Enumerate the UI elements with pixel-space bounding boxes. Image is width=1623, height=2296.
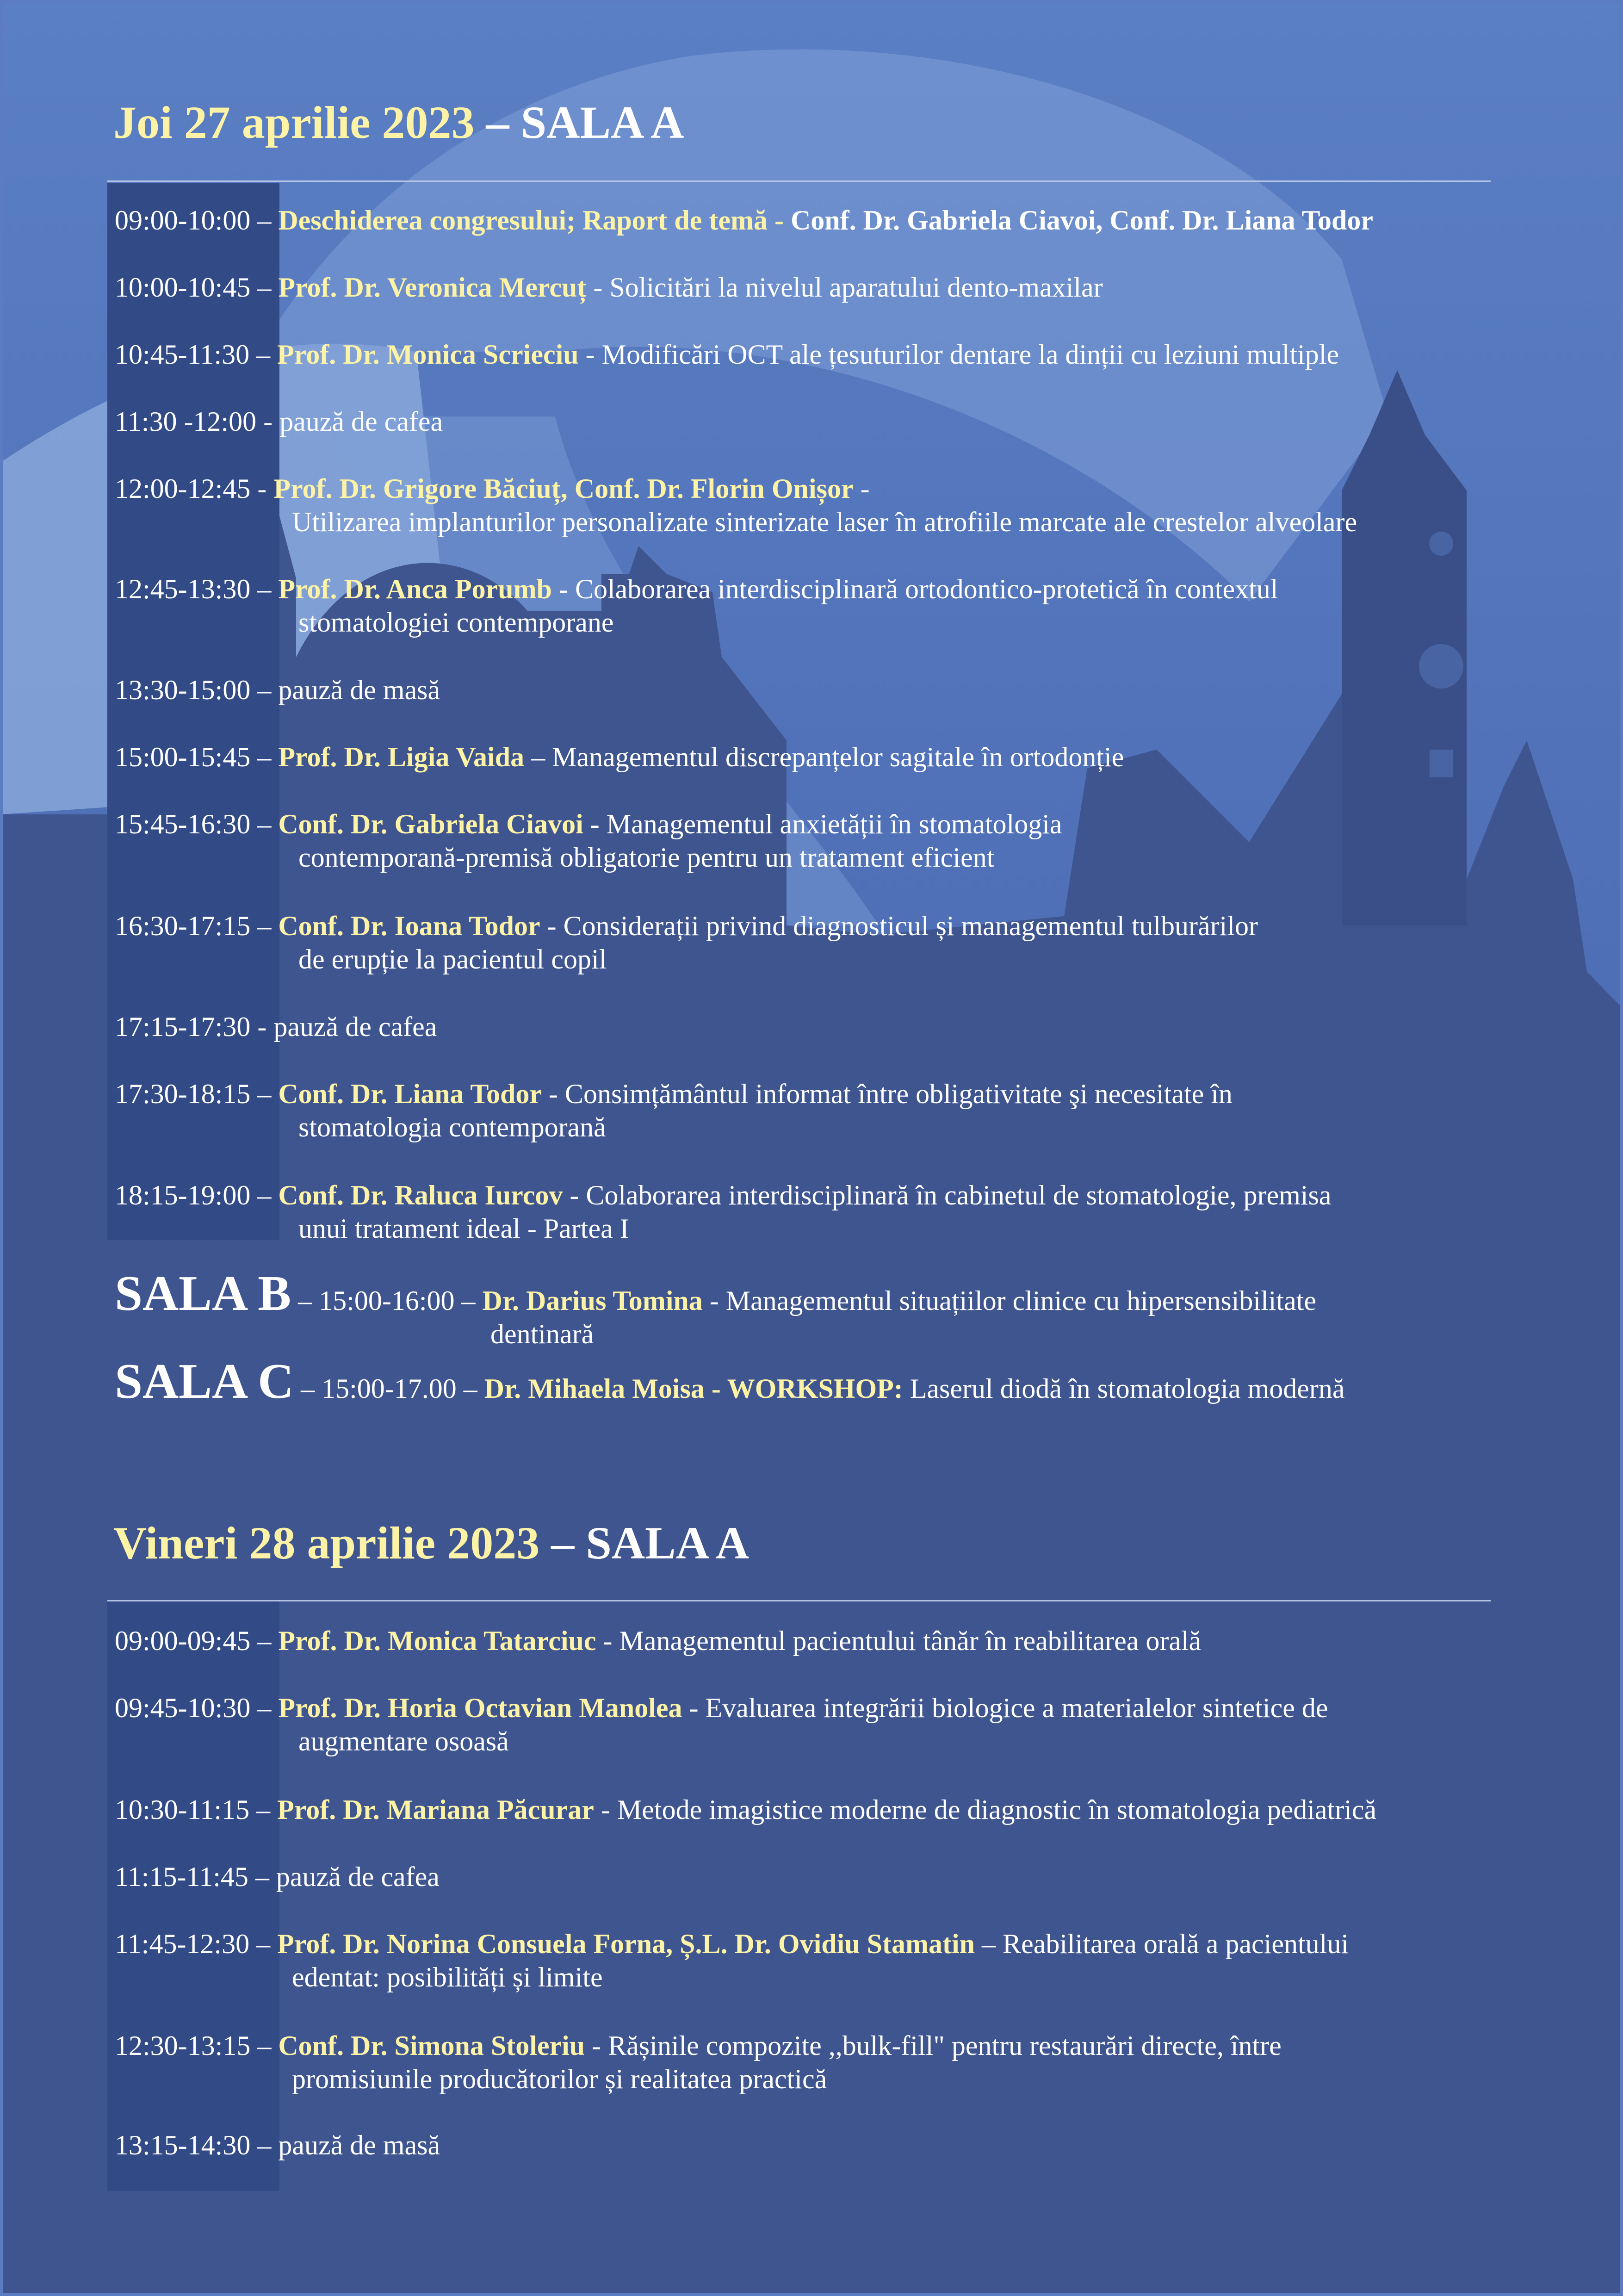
day2-session-3: 10:30-11:15 – Prof. Dr. Mariana Păcurar - Metode imagistice moderne de diagnostic în stomatologia pediatrică xyxy=(115,1794,1377,1825)
day1-session-4: 12:00-12:45 - Prof. Dr. Grigore Băciuț, Conf. Dr. Florin Onișor - Utilizarea implanturilor personalizate sinterizate laser în atrofiile marcate ale crestelor alveolare xyxy=(115,472,1357,539)
day1-sala: SALA A xyxy=(520,97,684,148)
session-speaker: Prof. Dr. Monica Scrieciu xyxy=(277,339,579,370)
day1-session-7: 15:45-16:30 – Conf. Dr. Gabriela Ciavoi - Managementul anxietății în stomatologia contemporană-premisă obligatorie pentru un tratament eficient xyxy=(115,807,1062,874)
day2-break-1: 11:15-11:45 – pauză de cafea xyxy=(115,1862,440,1892)
session-time: 17:15-17:30 xyxy=(115,1011,251,1042)
session-speaker: Conf. Dr. Gabriela Ciavoi xyxy=(278,809,583,839)
day1-break-3: 17:15-17:30 - pauză de cafea xyxy=(115,1011,437,1042)
day1-session-10: 18:15-19:00 – Conf. Dr. Raluca Iurcov - Colaborarea interdisciplinară în cabinetul de stomatologie, premisa unui tratament ideal - Partea I xyxy=(115,1179,1331,1245)
break-label: pauză de cafea xyxy=(273,1011,437,1042)
session-topic: - Modificări OCT ale țesuturilor dentare la dinții cu leziuni multiple xyxy=(578,339,1339,370)
session-speaker: Conf. Dr. Ioana Todor xyxy=(278,911,540,941)
day2-session-4: 11:45-12:30 – Prof. Dr. Norina Consuela Forna, Ș.L. Dr. Ovidiu Stamatin – Reabilitarea orală a pacientului edentat: posibilități și limite xyxy=(115,1927,1349,1994)
day1-date: Joi 27 aprilie 2023 xyxy=(113,97,475,148)
session-topic: - Managementul anxietății în stomatologia xyxy=(583,809,1062,839)
day1-break-2: 13:30-15:00 – pauză de masă xyxy=(115,675,440,705)
session-topic: - Colaborarea interdisciplinară în cabinetul de stomatologie, premisa xyxy=(563,1180,1332,1210)
day1-session-2: 10:00-10:45 – Prof. Dr. Veronica Mercuț - Solicitări la nivelul aparatului dento-maxilar xyxy=(115,272,1103,303)
day2-break-2: 13:15-14:30 – pauză de masă xyxy=(115,2130,440,2160)
session-speaker: Conf. Dr. Liana Todor xyxy=(278,1079,542,1109)
session-time: 15:45-16:30 xyxy=(115,809,251,839)
day1-session-5: 12:45-13:30 – Prof. Dr. Anca Porumb - Colaborarea interdisciplinară ortodontico-protetică în contextul stomatologiei contemporane xyxy=(115,572,1278,639)
session-time: 12:45-13:30 xyxy=(115,574,251,604)
session-speaker: Dr. Darius Tomina xyxy=(482,1285,703,1316)
session-time: 17:30-18:15 xyxy=(115,1079,251,1109)
session-topic: - Considerații privind diagnosticul și managementul tulburărilor xyxy=(540,911,1258,941)
session-time: 11:30 -12:00 xyxy=(115,406,257,437)
break-label: pauză de masă xyxy=(278,675,440,705)
session-topic: - Solicitări la nivelul aparatului dento-maxilar xyxy=(586,272,1103,303)
session-speaker: Dr. Mihaela Moisa - WORKSHOP: xyxy=(484,1373,903,1404)
session-time: 16:30-17:15 xyxy=(115,911,251,941)
session-time: 15:00-15:45 xyxy=(115,742,251,772)
session-topic: - Consimțământul informat între obligativitate şi necesitate în xyxy=(541,1079,1233,1109)
session-time: 09:45-10:30 xyxy=(115,1693,251,1723)
time-column-day2 xyxy=(107,1601,279,2191)
session-topic: – Reabilitarea orală a pacientului xyxy=(975,1929,1349,1959)
day1-session-8: 16:30-17:15 – Conf. Dr. Ioana Todor - Considerații privind diagnosticul și managementul tulburărilor de erupție la pacientul copil xyxy=(115,909,1258,976)
session-topic-cont: stomatologiei contemporane xyxy=(298,607,614,638)
session-speaker: Prof. Dr. Norina Consuela Forna, Ș.L. Dr. Ovidiu Stamatin xyxy=(277,1929,975,1959)
day2-session-1: 09:00-09:45 – Prof. Dr. Monica Tatarciuc - Managementul pacientului tânăr în reabilitarea orală xyxy=(115,1626,1202,1656)
session-time: 11:15-11:45 xyxy=(115,1862,248,1892)
session-speaker: Prof. Dr. Horia Octavian Manolea xyxy=(278,1693,682,1723)
break-label: pauză de cafea xyxy=(279,406,443,437)
day2-date: Vineri 28 aprilie 2023 xyxy=(113,1517,540,1569)
day1-title: Joi 27 aprilie 2023 – SALA A xyxy=(113,97,684,148)
day1-session-3: 10:45-11:30 – Prof. Dr. Monica Scrieciu - Modificări OCT ale țesuturilor dentare la dinții cu leziuni multiple xyxy=(115,339,1339,370)
session-time: 12:00-12:45 xyxy=(115,473,251,504)
session-speaker: Prof. Dr. Veronica Mercuț xyxy=(278,272,587,303)
day2-session-2: 09:45-10:30 – Prof. Dr. Horia Octavian Manolea - Evaluarea integrării biologice a materialelor sintetice de augmentare osoasă xyxy=(115,1691,1328,1758)
day1-break-1: 11:30 -12:00 - pauză de cafea xyxy=(115,406,443,437)
session-time: 18:15-19:00 xyxy=(115,1180,251,1210)
session-topic: - Evaluarea integrării biologice a materialelor sintetice de xyxy=(682,1693,1328,1723)
session-topic: - Rășinile compozite ,,bulk-fill" pentru restaurări directe, între xyxy=(585,2030,1282,2061)
session-title: Deschiderea congresului; Raport de temă - xyxy=(278,205,784,236)
session-speaker: Prof. Dr. Anca Porumb xyxy=(278,574,552,604)
session-time: 10:45-11:30 xyxy=(115,339,250,370)
sala-c-session: SALA C – 15:00-17.00 – Dr. Mihaela Moisa - WORKSHOP: Laserul diodă în stomatologia modernă xyxy=(115,1354,1345,1409)
session-topic: – Managementul discrepanțelor sagitale în ortodonție xyxy=(524,742,1124,772)
session-speaker: Prof. Dr. Monica Tatarciuc xyxy=(278,1626,596,1656)
session-topic-cont: promisiunile producătorilor și realitatea practică xyxy=(292,2064,827,2094)
session-time: 15:00-17.00 xyxy=(322,1373,457,1404)
sala-b-session: SALA B – 15:00-16:00 – Dr. Darius Tomina - Managementul situațiilor clinice cu hipersensibilitate dentinară xyxy=(115,1277,1316,1351)
break-label: pauză de cafea xyxy=(276,1862,440,1892)
session-time: 13:15-14:30 xyxy=(115,2130,251,2160)
day2-session-5: 12:30-13:15 – Conf. Dr. Simona Stoleriu - Rășinile compozite ,,bulk-fill" pentru restaurări directe, între promisiunile producătorilor și realitatea practică xyxy=(115,2029,1282,2096)
day2-separator xyxy=(107,1600,1491,1601)
session-topic: - Managementul situațiilor clinice cu hipersensibilitate xyxy=(702,1285,1317,1316)
session-time: 10:00-10:45 xyxy=(115,272,251,303)
session-topic: Utilizarea implanturilor personalizate sinterizate laser în atrofiile marcate ale crestelor alveolare xyxy=(292,507,1357,537)
session-speaker: Conf. Dr. Simona Stoleriu xyxy=(278,2030,585,2061)
day1-session-1: 09:00-10:00 – Deschiderea congresului; Raport de temă - Conf. Dr. Gabriela Ciavoi, Conf. Dr. Liana Todor xyxy=(115,205,1374,236)
break-label: pauză de masă xyxy=(278,2130,440,2160)
session-time: 09:00-10:00 xyxy=(115,205,251,236)
day1-session-9: 17:30-18:15 – Conf. Dr. Liana Todor - Consimțământul informat între obligativitate şi necesitate în stomatologia contemporană xyxy=(115,1077,1233,1144)
session-topic-cont: edentat: posibilități și limite xyxy=(292,1962,603,1992)
day1-session-6: 15:00-15:45 – Prof. Dr. Ligia Vaida – Managementul discrepanțelor sagitale în ortodonție xyxy=(115,742,1124,772)
day2-sala: SALA A xyxy=(586,1517,750,1569)
session-time: 10:30-11:15 xyxy=(115,1794,250,1825)
session-topic-cont: de erupție la pacientul copil xyxy=(298,944,607,974)
session-speakers: Conf. Dr. Gabriela Ciavoi, Conf. Dr. Liana Todor xyxy=(783,205,1374,236)
sala-c-label: SALA C xyxy=(115,1354,294,1409)
session-topic: - Colaborarea interdisciplinară ortodontico-protetică în contextul xyxy=(551,574,1278,604)
session-topic: - Metode imagistice moderne de diagnostic în stomatologia pediatrică xyxy=(594,1794,1377,1825)
day1-separator xyxy=(107,180,1491,182)
session-speaker: Prof. Dr. Grigore Băciuț, Conf. Dr. Florin Onișor xyxy=(273,473,854,504)
session-topic: Laserul diodă în stomatologia modernă xyxy=(903,1373,1345,1404)
session-time: 13:30-15:00 xyxy=(115,675,251,705)
session-speaker: Prof. Dr. Ligia Vaida xyxy=(278,742,525,772)
session-time: 12:30-13:15 xyxy=(115,2030,251,2061)
session-time: 11:45-12:30 xyxy=(115,1929,250,1959)
session-topic-cont: augmentare osoasă xyxy=(298,1726,509,1756)
session-topic-cont: contemporană-premisă obligatorie pentru un tratament eficient xyxy=(298,842,995,873)
sala-b-label: SALA B xyxy=(115,1266,291,1321)
session-speaker: Conf. Dr. Raluca Iurcov xyxy=(278,1180,563,1210)
day2-title: Vineri 28 aprilie 2023 – SALA A xyxy=(113,1517,750,1569)
session-time: 15:00-16:00 xyxy=(319,1285,455,1316)
session-topic: - Managementul pacientului tânăr în reabilitarea orală xyxy=(596,1626,1202,1656)
session-topic-cont: unui tratament ideal - Partea I xyxy=(298,1213,629,1244)
session-topic-cont: stomatologia contemporană xyxy=(298,1112,606,1142)
session-topic-cont: dentinară xyxy=(490,1319,594,1349)
session-speaker: Prof. Dr. Mariana Păcurar xyxy=(277,1794,594,1825)
session-time: 09:00-09:45 xyxy=(115,1626,251,1656)
